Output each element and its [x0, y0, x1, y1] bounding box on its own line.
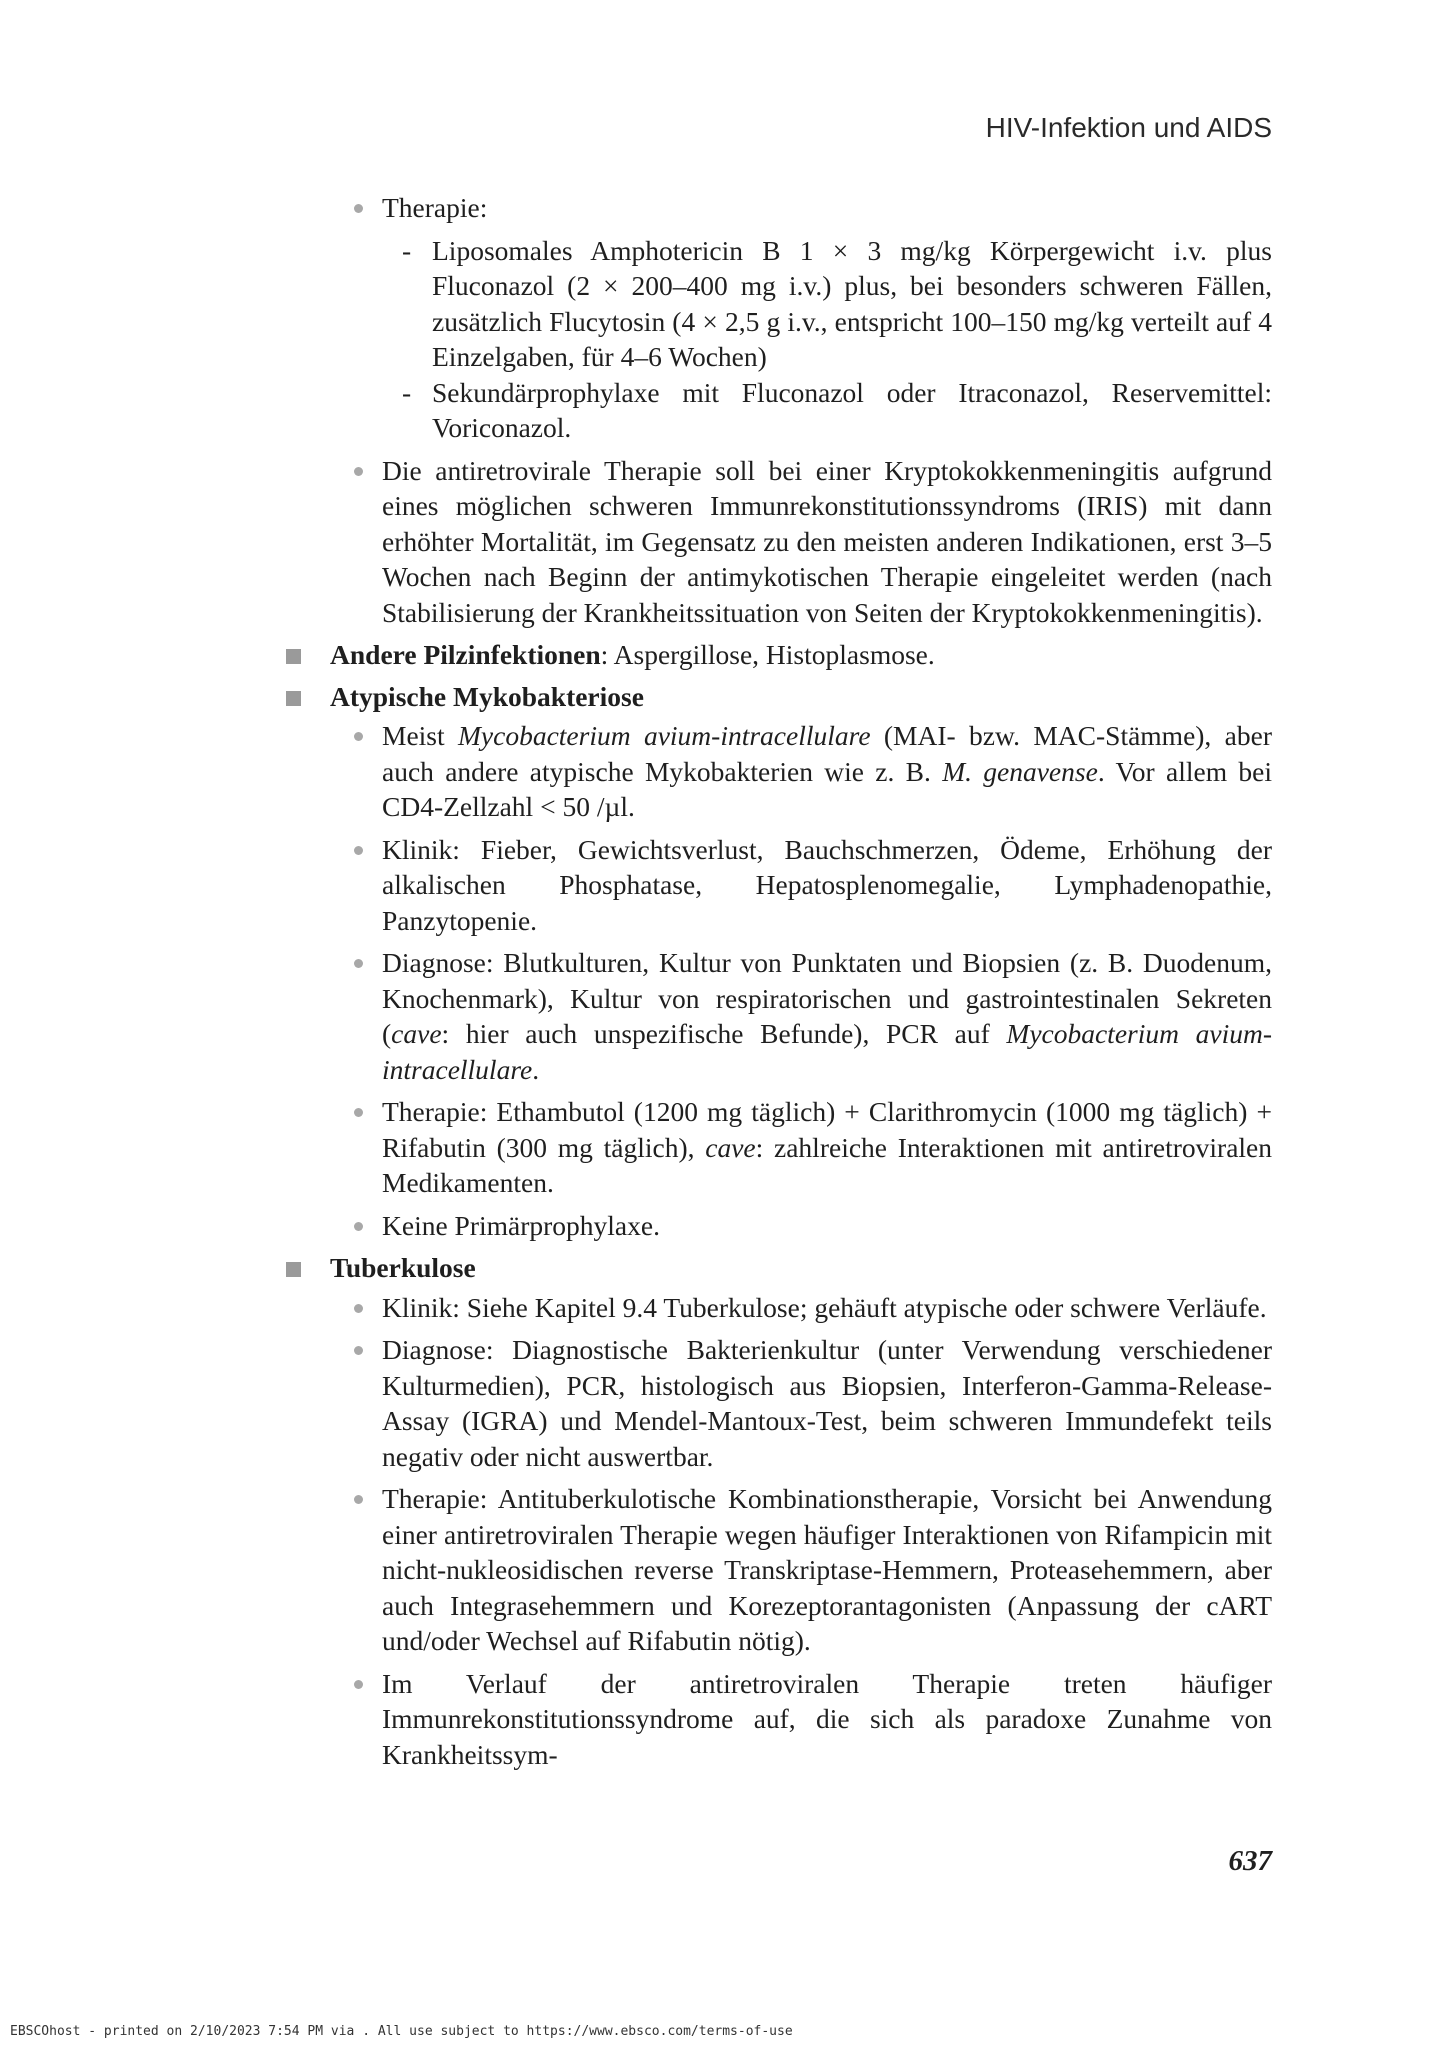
list-item: Keine Primärprophylaxe.	[282, 1208, 1272, 1244]
section-heading: Tuberkulose	[282, 1250, 1272, 1286]
list-item: Klinik: Siehe Kapitel 9.4 Tuberkulose; gehäuft atypische oder schwere Verläufe.	[282, 1290, 1272, 1326]
list-item: - Sekundärprophylaxe mit Fluconazol oder Itraconazol, Reservemittel: Voriconazol.	[402, 376, 1272, 443]
page-number: 637	[1228, 1845, 1272, 1877]
bullet-dot-icon	[354, 1304, 363, 1313]
list-item: Therapie:	[282, 190, 1272, 226]
list-item: Die antiretrovirale Therapie soll bei einer Kryptokokkenmeningitis aufgrund eines möglichen schweren Immunrekonstitutionssyndroms (IRIS) mit dann erhöhter Mortalität, im Gegensatz zu den meisten anderen Indikationen, erst 3–5 Wochen nach Beginn der antimykotischen Therapie eingeleitet werden (nach Stabilisierung der Krankheitssituation von Seiten der Kryptokokkenmeningitis).	[282, 453, 1272, 631]
bullet-square-icon	[286, 1262, 301, 1277]
bullet-dot-icon	[354, 959, 363, 968]
list-item: Im Verlauf der antiretroviralen Therapie treten häufiger Immunrekonstitutionssyndrome auf, die sich als paradoxe Zunahme von Krankheitssym-	[282, 1666, 1272, 1773]
dash-icon: -	[402, 234, 412, 266]
print-footer: EBSCOhost - printed on 2/10/2023 7:54 PM via . All use subject to https://www.ebsco.com/terms-of-use	[10, 2024, 793, 2039]
bullet-dot-icon	[354, 732, 363, 741]
section-heading: Atypische Mykobakteriose	[282, 679, 1272, 715]
section-heading: Andere Pilzinfektionen: Aspergillose, Histoplasmose.	[282, 637, 1272, 673]
list-item: Klinik: Fieber, Gewichtsverlust, Bauchschmerzen, Ödeme, Erhöhung der alkalischen Phosphatase, Hepatosplenomegalie, Lymphadenopathie, Panzytopenie.	[282, 832, 1272, 939]
bullet-square-icon	[286, 691, 301, 706]
bullet-dot-icon	[354, 1680, 363, 1689]
list-item: Therapie: Antituberkulotische Kombinationstherapie, Vorsicht bei Anwendung einer antiretroviralen Therapie wegen häufiger Interaktionen von Rifampicin mit nicht-nukleosidischen reverse Transkriptase-Hemmern, Proteasehemmern, aber auch Integrasehemmern und Korezeptorantagonisten (Anpassung der cART und/oder Wechsel auf Rifabutin nötig).	[282, 1481, 1272, 1659]
list-item: Therapie: Ethambutol (1200 mg täglich) + Clarithromycin (1000 mg täglich) + Rifabutin (300 mg täglich), cave: zahlreiche Interaktionen mit antiretroviralen Medikamenten.	[282, 1094, 1272, 1201]
bullet-dot-icon	[354, 204, 363, 213]
page-body	[282, 190, 1272, 1779]
list-item: Diagnose: Blutkulturen, Kultur von Punktaten und Biopsien (z. B. Duodenum, Knochenmark), Kultur von respiratorischen und gastrointestinalen Sekreten (cave: hier auch unspezifische Befunde), PCR auf Mycobacterium avium-intracellulare.	[282, 945, 1272, 1087]
dash-icon: -	[402, 376, 412, 408]
list-item: Diagnose: Diagnostische Bakterienkultur (unter Verwendung verschiedener Kulturmedien), PCR, histologisch aus Biopsien, Interferon-Gamma-Release-Assay (IGRA) und Mendel-Mantoux-Test, beim schweren Immundefekt teils negativ oder nicht auswertbar.	[282, 1332, 1272, 1474]
bullet-square-icon	[286, 649, 301, 664]
bullet-dot-icon	[354, 846, 363, 855]
bullet-dot-icon	[354, 1495, 363, 1504]
list-item: - Liposomales Amphotericin B 1 × 3 mg/kg Körpergewicht i.v. plus Fluconazol (2 × 200–400 mg i.v.) plus, bei besonders schweren Fällen, zusätzlich Flucytosin (4 × 2,5 g i.v., entspricht 100–150 mg/kg verteilt auf 4 Einzelgaben, für 4–6 Wochen)	[402, 234, 1272, 372]
bullet-dot-icon	[354, 1108, 363, 1117]
running-title: HIV-Infektion und AIDS	[985, 112, 1272, 143]
sub-list	[282, 233, 1272, 446]
bullet-dot-icon	[354, 1222, 363, 1231]
list-item: Meist Mycobacterium avium-intracellulare (MAI- bzw. MAC-Stämme), aber auch andere atypische Mykobakterien wie z. B. M. genavense. Vor allem bei CD4-Zellzahl < 50 /µl.	[282, 718, 1272, 825]
bullet-dot-icon	[354, 467, 363, 476]
bullet-dot-icon	[354, 1346, 363, 1355]
